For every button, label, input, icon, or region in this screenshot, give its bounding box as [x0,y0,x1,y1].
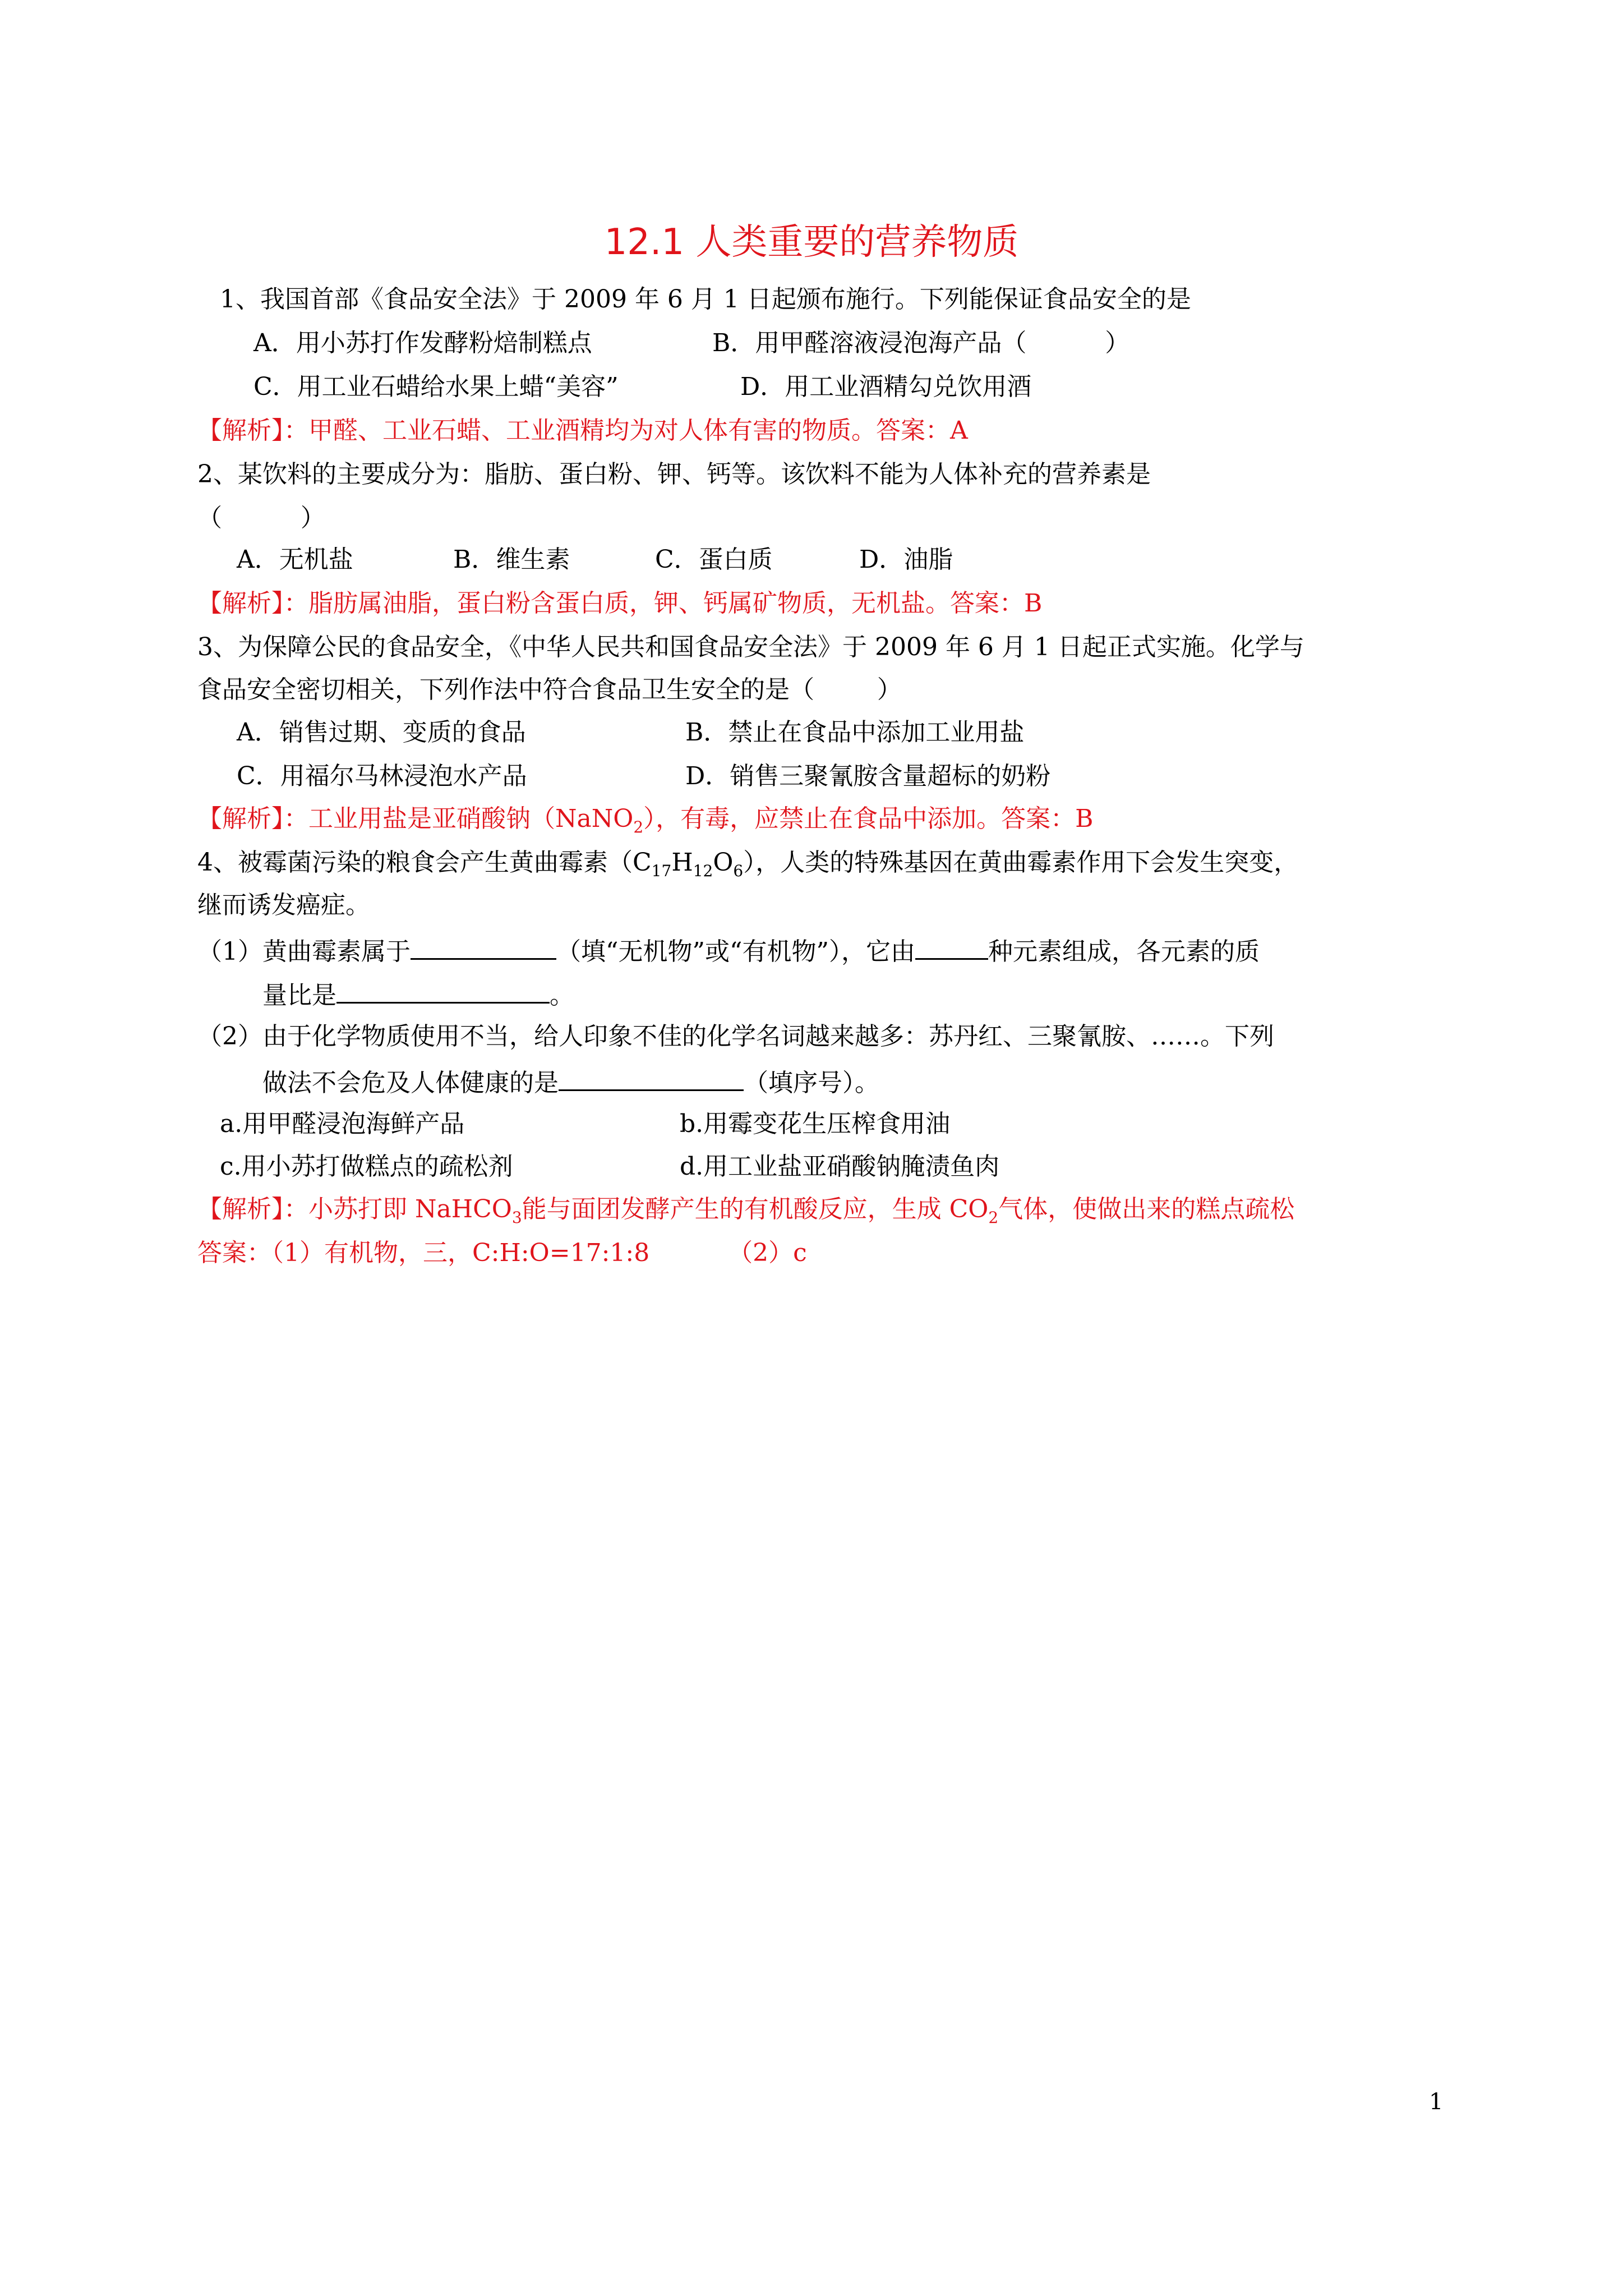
q2-stem: 2、某饮料的主要成分为：脂肪、蛋白粉、钾、钙等。该饮料不能为人体补充的营养素是 [197,460,1151,489]
q2-option-b: B．维生素 [453,545,570,574]
q2-option-d: D．油脂 [859,545,953,574]
q4-part2-line2: 做法不会危及人体健康的是 （填序号）。 [262,1065,879,1099]
q4-stem-line2: 继而诱发癌症。 [197,891,370,919]
q3-analysis: 【解析】：工业用盐是亚硝酸钠（NaNO$_2$），有毒，应禁止在食品中添加。答案：B [197,804,1094,836]
q4-option-d: d.用工业盐亚硝酸钠腌渍鱼肉 [680,1152,1000,1181]
q1-option-b: B．用甲醛溶液浸泡海产品（ ） [712,329,1130,357]
q1-option-a: A．用小苏打作发酵粉焙制糕点 [253,329,592,357]
q3-option-a: A．销售过期、变质的食品 [237,718,526,747]
q3-stem-line2: 食品安全密切相关，下列作法中符合食品卫生安全的是（ ） [197,675,902,704]
q4-answer: 答案：（1）有机物，三，C:H:O=17:1:8 （2）c [197,1239,807,1267]
q4-option-c: c.用小苏打做糕点的疏松剂 [220,1152,513,1181]
q3-option-d: D．销售三聚氰胺含量超标的奶粉 [685,762,1051,790]
q1-analysis: 【解析】：甲醛、工业石蜡、工业酒精均为对人体有害的物质。答案：A [197,416,968,445]
q2-analysis: 【解析】：脂肪属油脂，蛋白粉含蛋白质，钾、钙属矿物质，无机盐。答案：B [197,589,1043,618]
q4-option-b: b.用霉变花生压榨食用油 [680,1110,951,1138]
q4-part2-line1: （2）由于化学物质使用不当，给人印象不佳的化学名词越来越多：苏丹红、三聚氰胺、……。下列 [197,1022,1274,1051]
q1-stem: 1、我国首部《食品安全法》于 2009 年 6 月 1 日起颁布施行。下列能保证食品安全的是 [220,285,1191,314]
page-number: 1 [1429,2089,1444,2115]
q2-paren: （ ） [197,504,325,532]
q1-option-d: D．用工业酒精勾兑饮用酒 [740,372,1032,401]
blank-element-count[interactable] [915,933,988,960]
q3-option-c: C．用福尔马林浸泡水产品 [237,762,527,790]
q4-analysis: 【解析】：小苏打即 NaHCO$_3$能与面团发酵产生的有机酸反应，生成 $CO_2$气体，使做出来的糕点疏松 [197,1195,1295,1227]
q3-stem-line1: 3、为保障公民的食品安全，《中华人民共和国食品安全法》于 2009 年 6 月 1 日起正式实施。化学与 [197,633,1304,661]
q1-option-c: C．用工业石蜡给水果上蜡“美容” [253,372,619,401]
q4-part1-line2: 量比是 。 [262,977,574,1011]
blank-choice[interactable] [559,1065,744,1091]
q2-option-a: A．无机盐 [237,545,353,574]
q4-stem-line1: 4、被霉菌污染的粮食会产生黄曲霉素$(C_{17}H_{12}O_6)$，人类的特殊基因在黄曲霉素作用下会发生突变， [197,848,1299,880]
blank-mass-ratio[interactable] [336,977,550,1004]
q4-part1-line1: （1）黄曲霉素属于 （填“无机物”或“有机物”），它由 种元素组成，各元素的质 [197,933,1260,968]
page-title: 12.1 人类重要的营养物质 [604,222,1019,263]
blank-substance-type[interactable] [411,933,556,960]
q3-option-b: B．禁止在食品中添加工业用盐 [685,718,1025,747]
q2-option-c: C．蛋白质 [655,545,773,574]
q4-option-a: a.用甲醛浸泡海鲜产品 [220,1110,465,1138]
